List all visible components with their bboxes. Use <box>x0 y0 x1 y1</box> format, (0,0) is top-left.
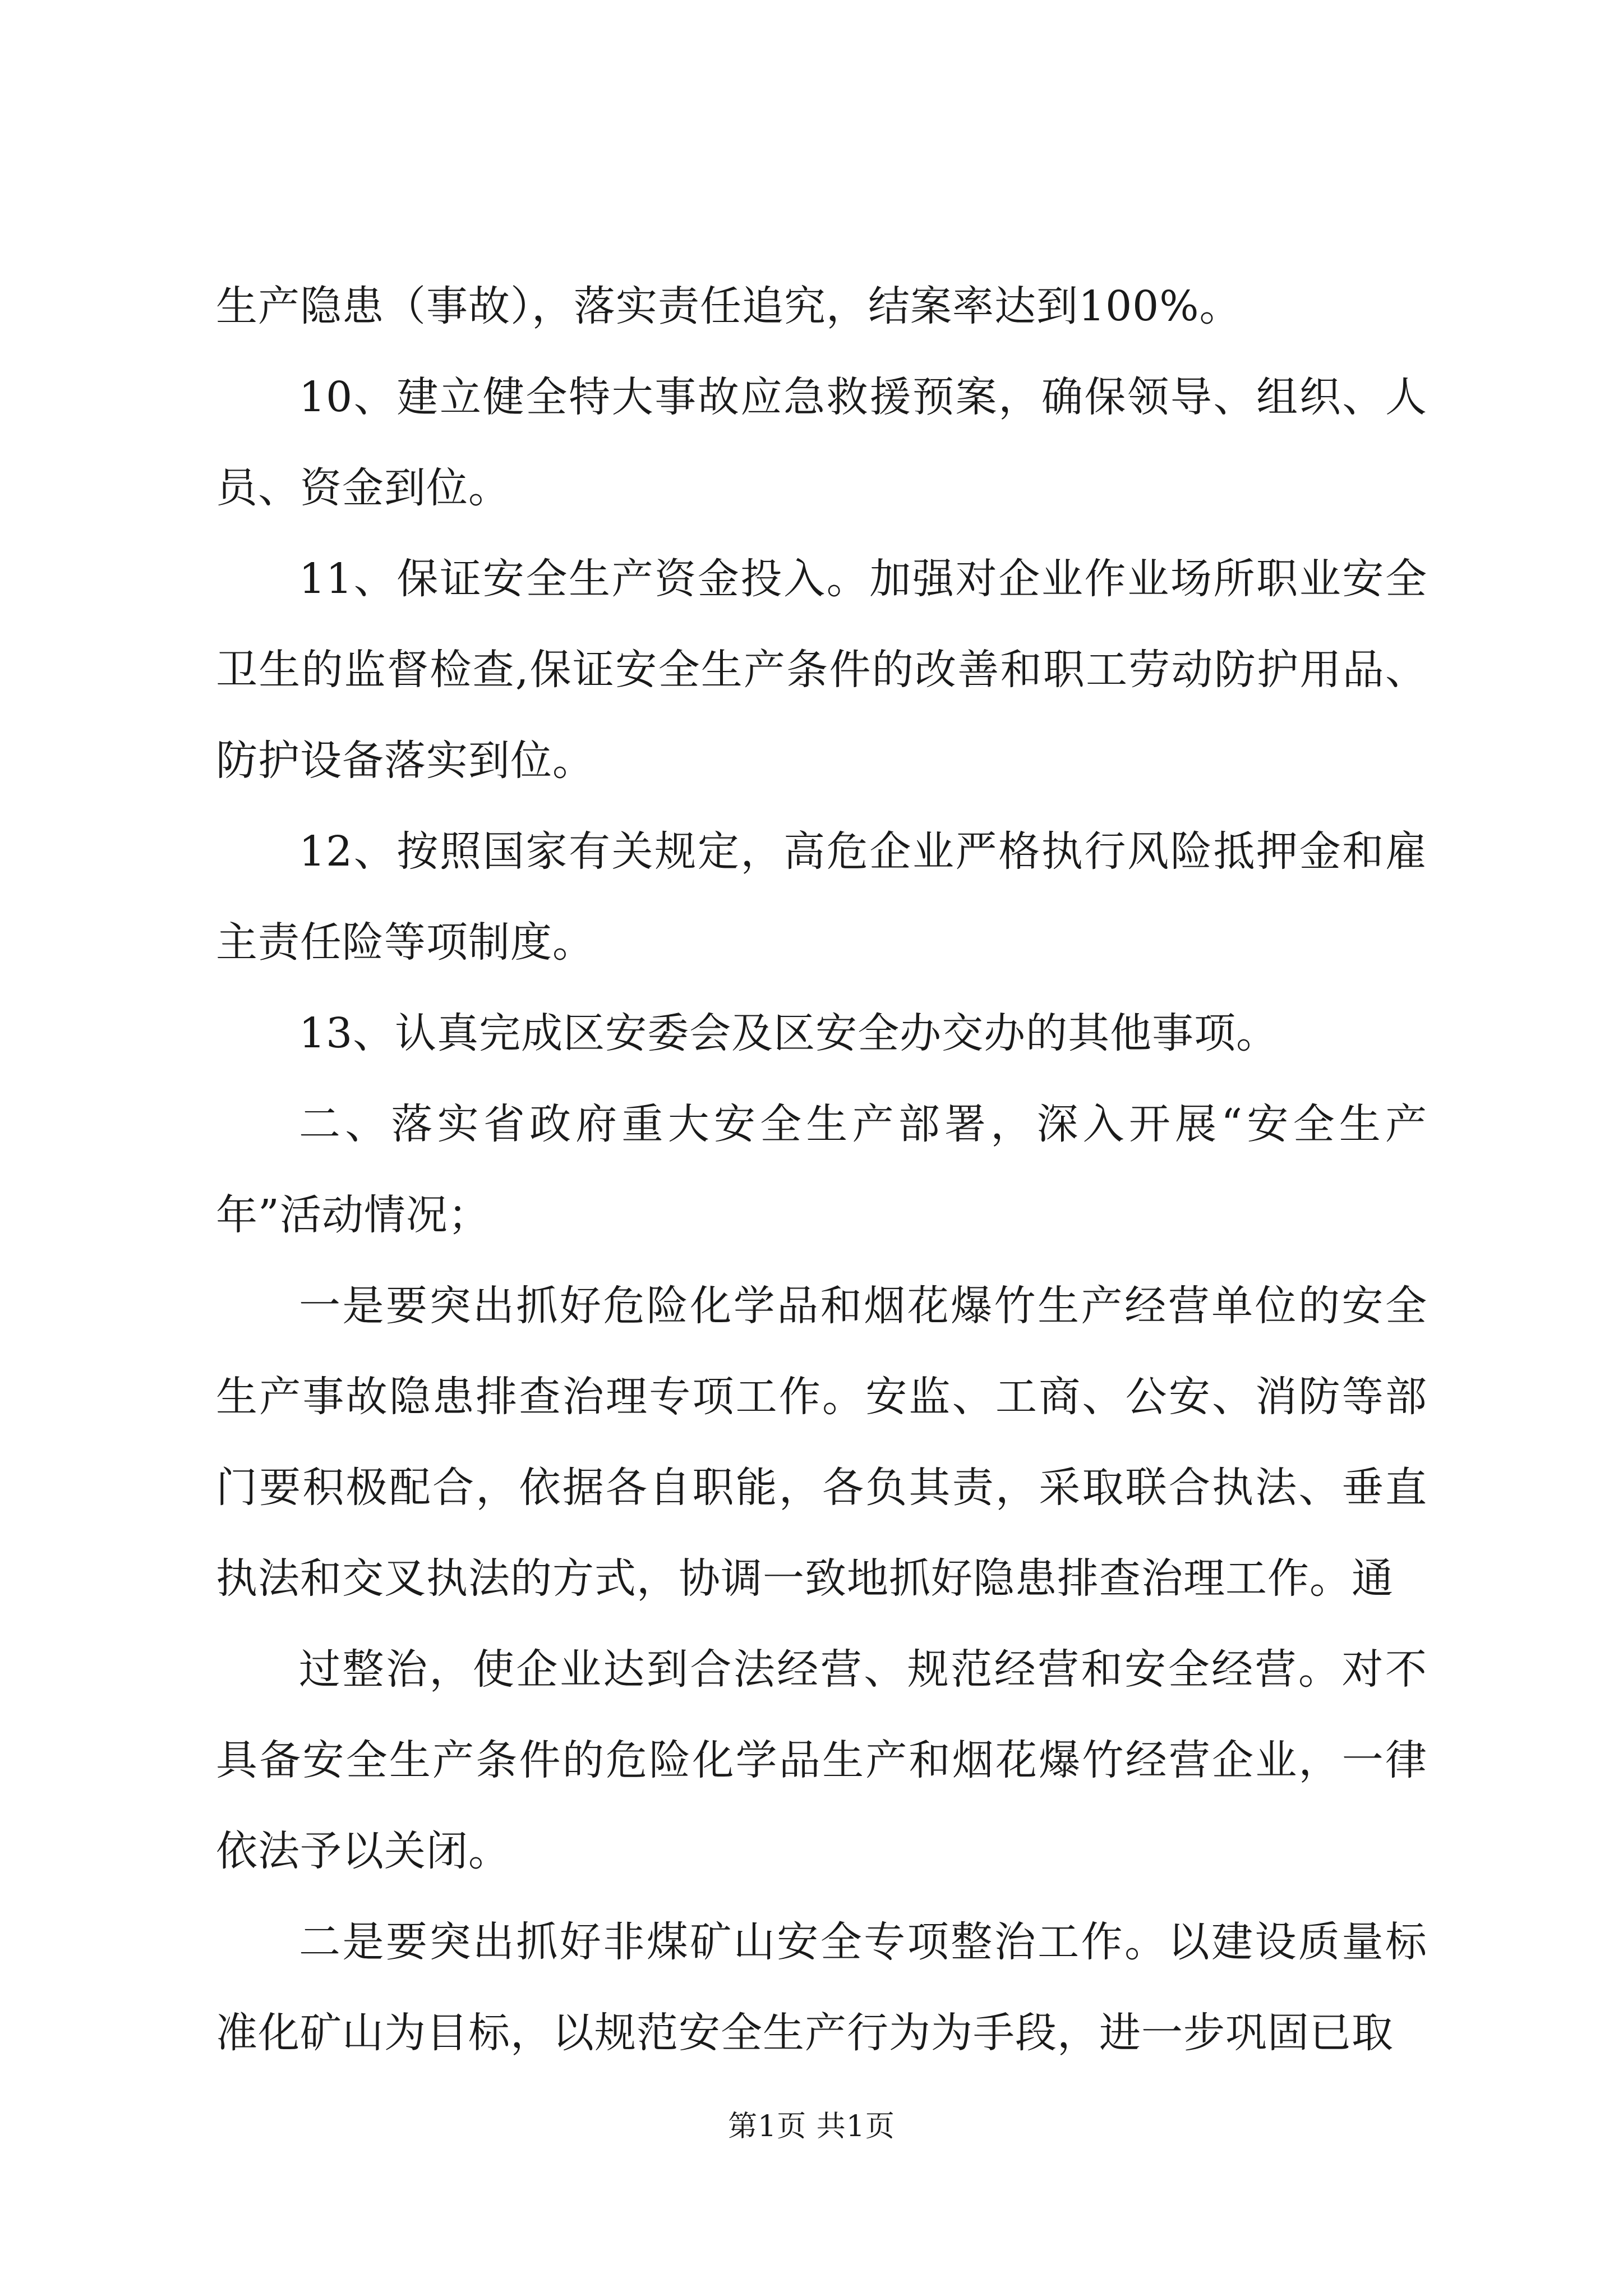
paragraph-9: 二是要突出抓好非煤矿山安全专项整治工作。以建设质量标准化矿山为目标，以规范安全生产行为为手段，进一步巩固已取 <box>216 1918 1427 2057</box>
paragraph-8: 过整治，使企业达到合法经营、规范经营和安全经营。对不具备安全生产条件的危险化学品生产和烟花爆竹经营企业，一律依法予以关闭。 <box>216 1645 1427 1875</box>
paragraph-2: 10、建立健全特大事故应急救援预案，确保领导、组织、人员、资金到位。 <box>216 373 1427 512</box>
document-body <box>216 261 1427 2078</box>
section-heading: 二、落实省政府重大安全生产部署，深入开展“安全生产年”活动情况； <box>216 1100 1427 1239</box>
paragraph-1: 生产隐患（事故），落实责任追究，结案率达到100%。 <box>216 282 1242 330</box>
paragraph-3: 11、保证安全生产资金投入。加强对企业作业场所职业安全卫生的监督检查,保证安全生产条件的改善和职工劳动防护用品、防护设备落实到位。 <box>216 555 1427 785</box>
paragraph-7: 一是要突出抓好危险化学品和烟花爆竹生产经营单位的安全生产事故隐患排查治理专项工作。安监、工商、公安、消防等部门要积极配合，依据各自职能，各负其责，采取联合执法、垂直执法和交叉执法的方式，协调一致地抓好隐患排查治理工作。通 <box>216 1282 1427 1603</box>
page-footer: 第1页 共1页 <box>728 2110 895 2143</box>
paragraph-5: 13、认真完成区安委会及区安全办交办的其他事项。 <box>299 1009 1279 1057</box>
paragraph-4: 12、按照国家有关规定，高危企业严格执行风险抵押金和雇主责任险等项制度。 <box>216 827 1427 967</box>
